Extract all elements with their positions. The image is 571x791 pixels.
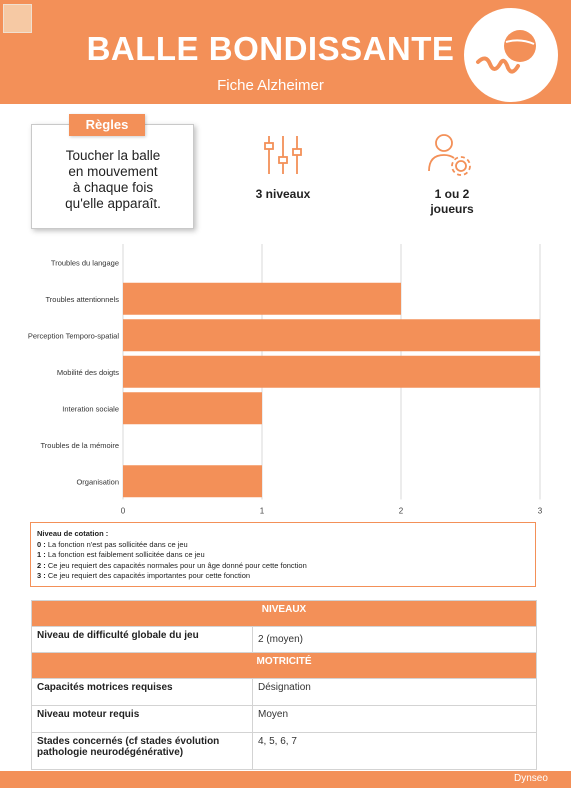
- x-tick-label: 1: [259, 506, 265, 516]
- x-tick-label: 0: [120, 506, 126, 516]
- bar: [123, 283, 401, 315]
- bar: [123, 465, 262, 497]
- rules-line: à chaque fois: [72, 180, 154, 195]
- motricite-header: MOTRICITÉ: [32, 653, 537, 679]
- info-table: [31, 600, 537, 770]
- players-label: [412, 187, 492, 217]
- category-label: Organisation: [76, 477, 119, 487]
- difficulty-value: 2 (moyen): [253, 627, 537, 653]
- levels-label: 3 niveaux: [255, 187, 311, 201]
- players-label-line: joueurs: [430, 202, 474, 216]
- legend-box: [30, 522, 536, 587]
- rules-line: qu'elle apparaît.: [65, 196, 161, 211]
- bar: [123, 319, 540, 351]
- players-label-line: 1 ou 2: [434, 187, 470, 201]
- x-tick-label: 2: [398, 506, 404, 516]
- legend-text: Ce jeu requiert des capacités normales pour un âge donné pour cette fonction: [47, 560, 307, 570]
- legend-text: La fonction est faiblement sollicitée dans ce jeu: [47, 550, 205, 559]
- footer-bar: [0, 771, 571, 788]
- user-settings-icon: [426, 131, 474, 179]
- stages-value: 4, 5, 6, 7: [253, 733, 537, 770]
- x-tick-label: 3: [537, 506, 543, 516]
- page-title: BALLE BONDISSANTE: [86, 30, 455, 67]
- legend-key: 3 :: [37, 571, 46, 580]
- legend-item: [37, 550, 535, 561]
- brand-logo: Dynseo: [514, 773, 548, 784]
- legend-key: 1 :: [37, 550, 46, 559]
- category-label: Perception Temporo-spatial: [27, 331, 119, 341]
- category-label: Troubles du langage: [50, 258, 119, 268]
- motor-level-label: Niveau moteur requis: [32, 706, 253, 733]
- rules-tag: Règles: [69, 114, 145, 136]
- legend-title: Niveau de cotation :: [37, 529, 109, 538]
- motor-caps-label: Capacités motrices requises: [32, 679, 253, 706]
- difficulty-label: Niveau de difficulté globale du jeu: [32, 627, 253, 653]
- category-label: Mobilité des doigts: [56, 367, 119, 377]
- ball-icon: [464, 8, 558, 102]
- niveaux-header: NIVEAUX: [32, 601, 537, 627]
- sliders-icon: [261, 133, 305, 177]
- legend-text: Ce jeu requiert des capacités importantes pour cette fonction: [47, 571, 251, 580]
- motor-level-value: Moyen: [253, 706, 537, 733]
- legend-item: [37, 571, 535, 582]
- legend-key: 0 :: [37, 539, 46, 549]
- rules-text: [40, 148, 186, 212]
- bar: [123, 356, 540, 388]
- avatar: [3, 4, 32, 33]
- legend-item: [37, 561, 535, 572]
- stages-label: Stades concernés (cf stades évolution pathologie neurodégénérative): [32, 733, 253, 770]
- legend-key: 2 :: [37, 560, 46, 570]
- category-label: Troubles attentionnels: [45, 294, 119, 304]
- category-label: Troubles de la mémoire: [40, 440, 119, 450]
- category-label: Interation sociale: [62, 404, 119, 414]
- motor-caps-value: Désignation: [253, 679, 537, 706]
- bar: [123, 392, 262, 424]
- rules-line: en mouvement: [68, 164, 158, 179]
- bar-chart: [0, 236, 571, 516]
- legend-text: La fonction n'est pas sollicitée dans ce jeu: [47, 539, 188, 549]
- rules-line: Toucher la balle: [65, 148, 161, 163]
- game-logo: [464, 8, 558, 102]
- legend-item: [37, 540, 535, 551]
- page-subtitle: Fiche Alzheimer: [217, 77, 324, 94]
